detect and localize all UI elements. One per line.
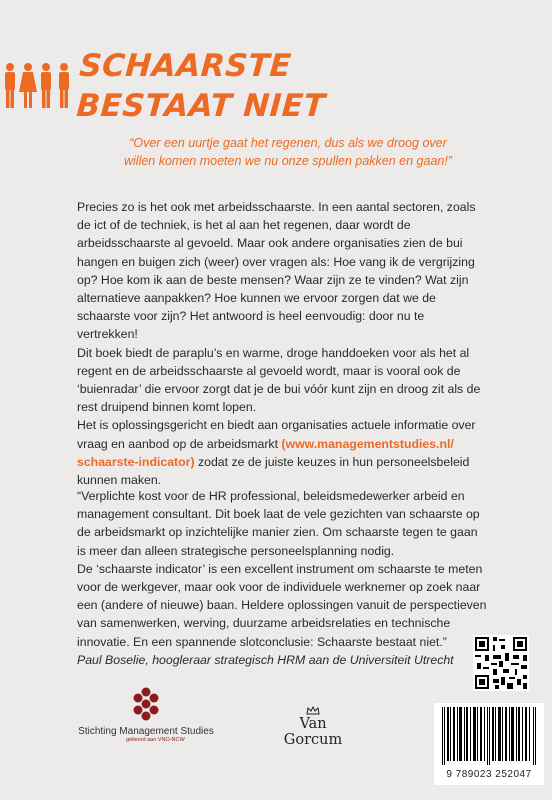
- blurb-text: Het is oplossingsgericht en biedt aan organisaties actuele informatie over vraag en aanbod op de arbeidsmarkt: [77, 418, 476, 451]
- opening-quote: [78, 134, 498, 170]
- title-line-1: SCHAARSTE: [78, 48, 293, 84]
- blurb: [77, 198, 487, 489]
- publisher-name: Van Gorcum: [283, 716, 343, 748]
- review: [77, 487, 487, 669]
- website-link[interactable]: (www.managementstudies.nl/ schaarste-indicator): [77, 436, 454, 469]
- crown-icon: [306, 706, 320, 716]
- barcode-icon: [440, 707, 538, 765]
- people-icon: [3, 62, 71, 110]
- quote-line-2: willen komen moeten we nu onze spullen pakken en gaan!”: [124, 154, 452, 168]
- review-attribution: Paul Boselie, hoogleraar strategisch HRM aan de Universiteit Utrecht: [77, 652, 454, 667]
- isbn-number: 9 789023 252047: [446, 769, 532, 780]
- title-line-2: BESTAAT NIET: [75, 88, 327, 124]
- blurb-paragraph: Dit boek biedt de paraplu’s en warme, droge handdoeken voor als het al regent en de arbeidsschaarste al gevoeld wordt, maar is vooral ook de ‘buienradar’ die ervoor zorgt dat je de bui vóór kunt zijn en droog zit als de rest druipend binnen komt lopen.: [77, 345, 481, 415]
- van-gorcum-logo: [275, 706, 351, 748]
- quote-line-1: “Over een uurtje gaat het regenen, dus als we droog over: [129, 136, 447, 150]
- publisher-name: Stichting Management Studies: [78, 726, 214, 737]
- barcode: [434, 703, 544, 785]
- qr-code-icon: [473, 635, 529, 691]
- book-title: [75, 46, 329, 126]
- blurb-paragraph: [77, 416, 487, 489]
- review-paragraph: De ‘schaarste indicator’ is een excellent instrument om schaarste te meten voor de werkgever, maar ook voor de individuele werknemer op zoek naar een (andere of nieuwe) baan. Heldere oplossingen vanuit de perspectieven van samenwerken, werving, duurzame arbeidsrelaties en technische innovatie. En een spannende slotconclusie: Schaarste bestaat niet.”: [77, 561, 487, 649]
- blurb-text: zodat ze de juiste keuzes in hun personeelsbeleid kunnen maken.: [77, 454, 470, 488]
- sms-logo-icon: [128, 686, 164, 722]
- review-paragraph: “Verplichte kost voor de HR professional, beleidsmedewerker arbeid en management consultant. Dit boek laat de vele gezichten van schaarste op de arbeidsmarkt op inzichtelijke manier zien. Om schaarste tegen te gaan is meer dan alleen strategische personeelsplanning nodig.: [77, 489, 480, 558]
- blurb-paragraph: Precies zo is het ook met arbeidsschaarste. In een aantal sectoren, zoals de ict of de techniek, is het al aan het regenen, daar wordt de arbeidsschaarste al gevoeld. Maar ook andere organisaties zien de bui hangen en buigen zich (weer) over vragen als: Hoe vang ik de vergrijzing op? Hoe kom ik aan de beste mensen? Waar zijn ze te vinden? Wat zijn alternatieve aanpakken? Hoe kunnen we ervoor zorgen dat we de schaarste voor zijn? Het antwoord is heel eenvoudig: door nu te vertrekken!: [77, 200, 476, 342]
- stichting-management-studies-logo: [66, 686, 226, 756]
- publisher-subtitle: gelieerd aan VNO-NCW: [126, 737, 185, 743]
